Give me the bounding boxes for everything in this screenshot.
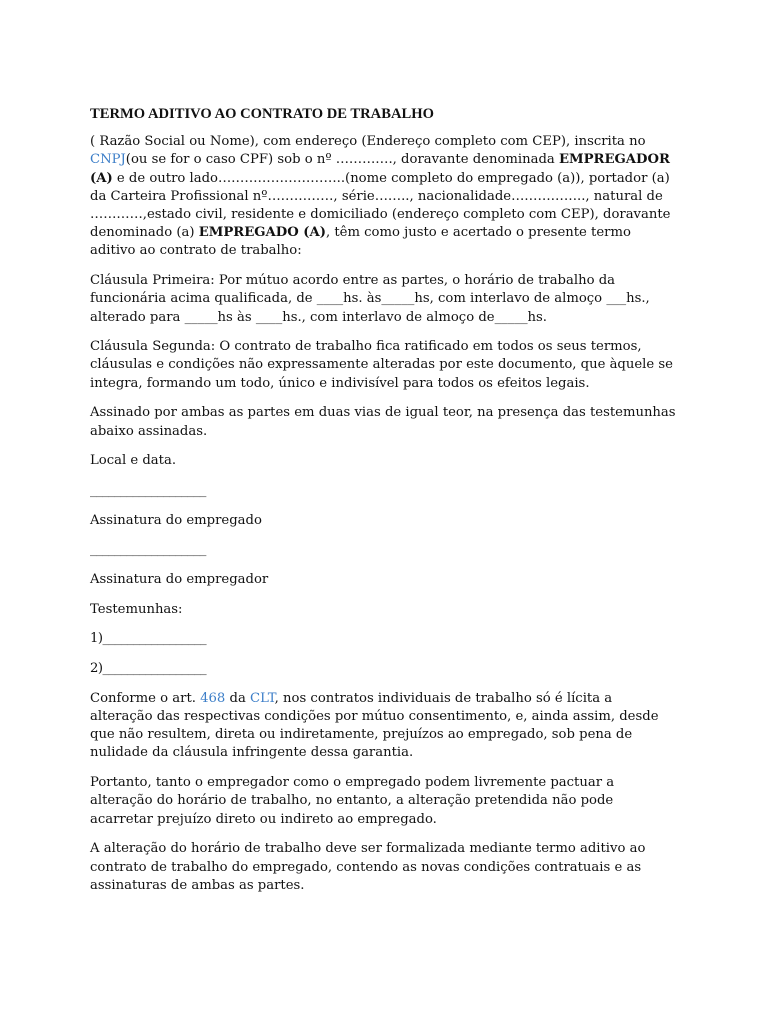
assinado-paragraph: Assinado por ambas as partes em duas vias de igual teor, na presença das testemunhas abaixo assinadas. bbox=[90, 405, 676, 439]
clausula-segunda: Cláusula Segunda: O contrato de trabalho fica ratificado em todos os seus termos, cláusulas e condições não expressamente alteradas por este documento, que àquele se integra, formando um todo, único e indivisível para todos os efeitos legais. bbox=[90, 339, 673, 391]
testemunha-2-line: 2)_________________ bbox=[90, 661, 207, 677]
conforme-text-1: Conforme o art. bbox=[90, 690, 201, 706]
signature-line-empregador: ___________________ bbox=[90, 542, 206, 558]
empregado-label: EMPREGADO (A) bbox=[198, 225, 326, 241]
local-data: Local e data. bbox=[90, 453, 177, 469]
intro-text-4: , têm como justo e acertado o presente termo aditivo ao contrato de trabalho: bbox=[90, 225, 631, 259]
portanto-paragraph: Portanto, tanto o empregador como o empregado podem livremente pactuar a alteração do horário de trabalho, no entanto, a alteração pretendida não pode acarretar prejuízo direto ou indireto ao empregado. bbox=[90, 775, 615, 827]
conforme-text-3: , nos contratos individuais de trabalho só é lícita a alteração das respectivas condições por mútuo consentimento, e, ainda assim, desde que não resultem, direta ou indiretamente, prejuízos ao empregado, sob pena de nulidade da cláusula infringente dessa garantia. bbox=[90, 690, 659, 761]
signature-label-empregado: Assinatura do empregado bbox=[90, 512, 262, 528]
intro-text-2: (ou se for o caso CPF) sob o nº …………., doravante denominada bbox=[125, 152, 559, 168]
alteracao-paragraph: A alteração do horário de trabalho deve ser formalizada mediante termo aditivo ao contrato de trabalho do empregado, contendo as novas condições contratuais e as assinaturas de ambas as partes. bbox=[90, 841, 646, 893]
empregador-label: EMPREGADOR (A) bbox=[90, 152, 670, 186]
signature-line-empregado: ___________________ bbox=[90, 482, 206, 498]
conforme-paragraph bbox=[90, 690, 678, 763]
signature-label-empregador: Assinatura do empregador bbox=[90, 572, 269, 588]
intro-paragraph bbox=[90, 133, 678, 260]
clausula-primeira: Cláusula Primeira: Por mútuo acordo entre as partes, o horário de trabalho da funcionária acima qualificada, de ____hs. às_____hs, com interlavo de almoço ___hs., alterado para _____hs às ____hs., com interlavo de almoço de_____hs. bbox=[90, 273, 650, 325]
intro-text-3: e de outro lado………………………..(nome completo do empregado (a)), portador (a) da Carteira Profissional nº……………, série…….., nacionalidade…………….., natural de …………,estado civil, residente e domiciliado (endereço completo com CEP), doravante denominado (a) bbox=[90, 170, 671, 241]
cnpj-link[interactable]: CNPJ bbox=[90, 152, 126, 168]
intro-text-1: ( Razão Social ou Nome), com endereço (Endereço completo com CEP), inscrita no bbox=[90, 134, 646, 150]
clt-link[interactable]: CLT bbox=[250, 690, 275, 706]
document-title: TERMO ADITIVO AO CONTRATO DE TRABALHO bbox=[90, 106, 434, 122]
testemunha-1-line: 1)_________________ bbox=[90, 631, 207, 647]
art-468-link[interactable]: 468 bbox=[200, 690, 226, 706]
testemunhas-label: Testemunhas: bbox=[90, 601, 183, 617]
conforme-text-2: da bbox=[225, 690, 251, 706]
